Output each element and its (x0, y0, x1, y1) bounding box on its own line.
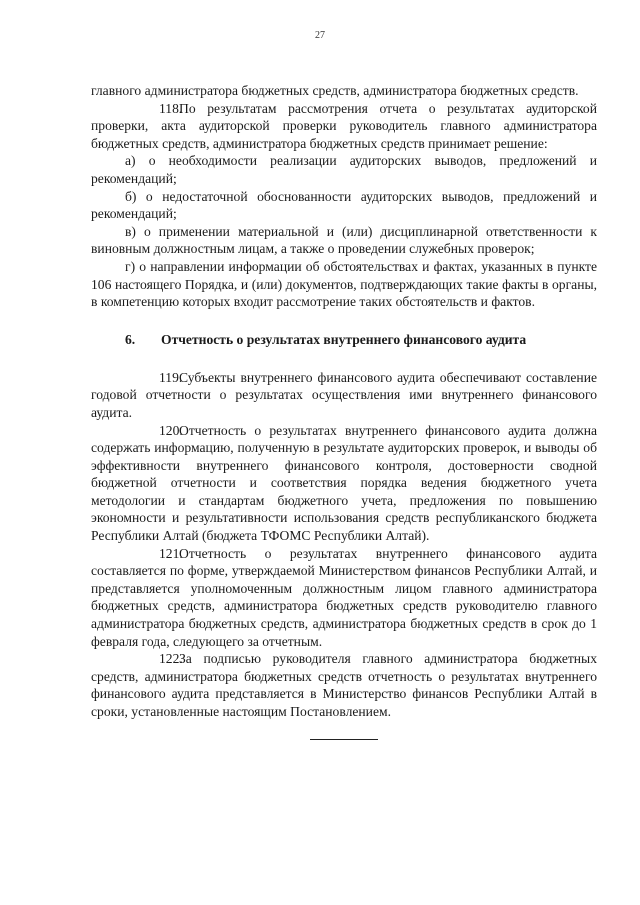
clause-122 (91, 650, 597, 720)
subclause-v (91, 223, 597, 258)
clause-number: 120. (159, 422, 183, 438)
paragraph-text: б) о недостаточной обоснованности аудиторских выводов, предложений и рекомендаций; (91, 188, 597, 222)
paragraph-text: а) о необходимости реализации аудиторских выводов, предложений и рекомендаций; (91, 153, 597, 186)
clause-120 (91, 422, 597, 545)
paragraph-text: Субъекты внутреннего финансового аудита обеспечивают составление годовой отчетности о результатах осуществления ими внутреннего финансового аудита. (91, 369, 597, 420)
clause-number: 121. (159, 545, 183, 561)
paragraph-continuation (91, 82, 597, 100)
paragraph-text: главного администратора бюджетных средств, администратора бюджетных средств. (91, 83, 579, 98)
section-title: Отчетность о результатах внутреннего финансового аудита (161, 331, 527, 347)
clause-number: 119. (159, 369, 183, 385)
paragraph-text: За подписью руководителя главного администратора бюджетных средств, администратора бюджетных средств отчетность о результатах внутреннего финансового аудита представляется в Министерство финансов Республики Алтай в сроки, установленные настоящим Постановлением. (91, 651, 597, 719)
clause-121 (91, 545, 597, 651)
subclause-g (91, 258, 597, 311)
paragraph-text: Отчетность о результатах внутреннего финансового аудита составляется по форме, утверждаемой Министерством финансов Республики Алтай, и представляется уполномоченным должностным лицом главного администратора бюджетных средств, администратора бюджетных средств руководителю главного администратора бюджетных средств, администратора бюджетных средств в срок до 1 февраля года, следующего за отчетным. (91, 545, 597, 649)
page-number: 27 (315, 30, 325, 41)
end-divider (310, 739, 378, 740)
clause-118 (91, 100, 597, 153)
document-body (91, 82, 597, 740)
paragraph-text: Отчетность о результатах внутреннего финансового аудита должна содержать информацию, полученную в результате аудиторских проверок, и выводы об эффективности внутреннего финансового контроля, достоверности сводной бюджетной отчетности и соответствия порядка ведения бюджетного учета методологии и стандартам бюджетного учета, предложения по повышению экономности и результативности использования средств республиканского бюджета Республики Алтай (бюджета ТФОМС Республики Алтай). (91, 422, 597, 544)
section-heading (91, 331, 597, 349)
paragraph-text: в) о применении материальной и (или) дисциплинарной ответственности к виновным должностным лицам, а также о проведении служебных проверок; (91, 223, 597, 257)
clause-number: 122. (159, 651, 183, 667)
section-number: 6. (125, 331, 136, 347)
clause-119 (91, 369, 597, 422)
paragraph-text: г) о направлении информации об обстоятельствах и фактах, указанных в пункте 106 настоящего Порядка, и (или) документов, подтверждающих такие факты в органы, в компетенцию которых входит рассмотрение таких обстоятельств и фактов. (91, 258, 597, 310)
subclause-b (91, 188, 597, 223)
clause-number: 118. (159, 100, 183, 116)
paragraph-text: По результатам рассмотрения отчета о результатах аудиторской проверки, акта аудиторской проверки руководитель главного администратора бюджетных средств, администратора бюджетных средств принимает решение: (91, 100, 597, 151)
subclause-a (91, 152, 597, 187)
